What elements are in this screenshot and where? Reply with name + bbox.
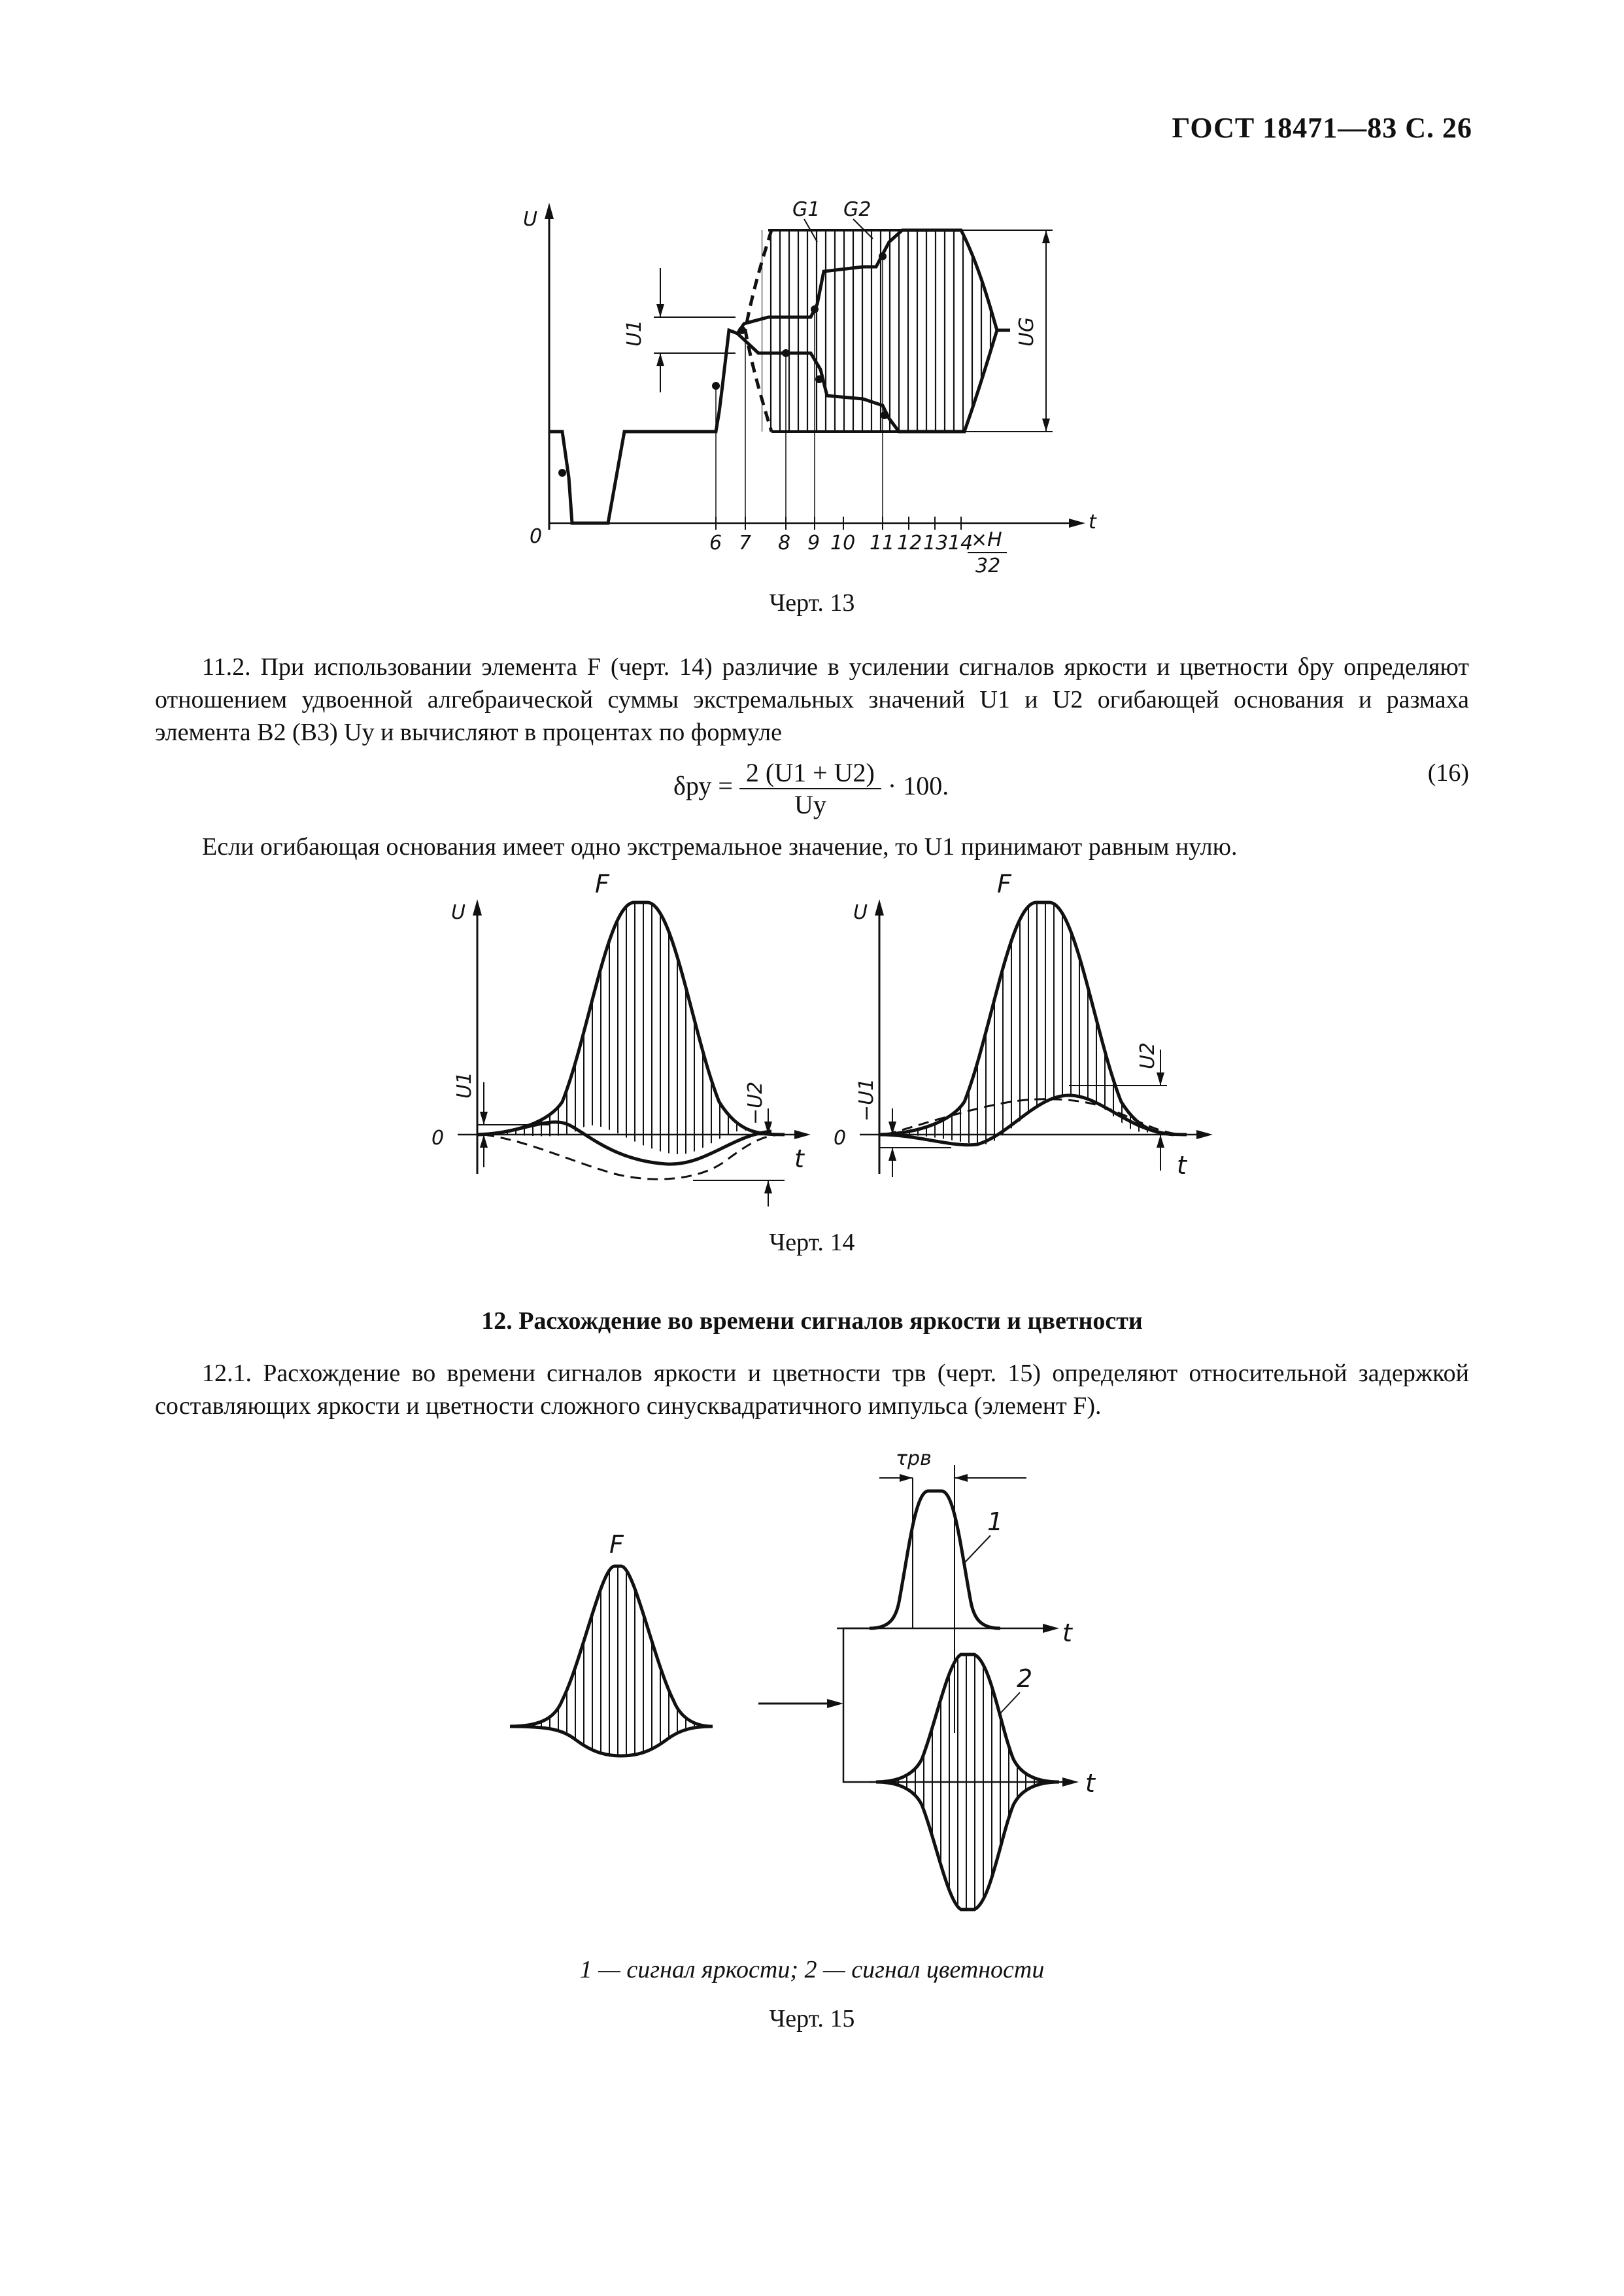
section-11-2-paragraph: 11.2. При использовании элемента F (черт. 14) различие в усилении сигналов яркости и цветности δру определяют отношением удвоенной алгебраической суммы экстремальных значений U1 и U2 огибающей основания и размаха элемента B2 (B3) Uу и вычисляют в процентах по формуле: [155, 653, 1469, 746]
axis-t-label: t: [1089, 511, 1096, 534]
fig15-legend: 1 — сигнал яркости; 2 — сигнал цветности: [579, 1956, 1045, 1983]
tick-11: 11: [870, 532, 895, 555]
origin-label: 0: [530, 525, 543, 548]
t-label-2: t: [1085, 1769, 1095, 1798]
tick-12: 12: [897, 532, 922, 555]
f-label-right: F: [997, 870, 1011, 899]
u2-label-left: −U2: [744, 1081, 767, 1125]
section-11-2-note: Если огибающая основания имеет одно экстремальное значение, то U1 принимают равным нулю.: [202, 833, 1238, 861]
fig13-caption: Черт. 13: [769, 589, 855, 617]
tick-6: 6: [709, 532, 722, 555]
f-label-fig15: F: [609, 1530, 624, 1559]
t-label-left: t: [794, 1144, 804, 1173]
section-12-heading: 12. Расхождение во времени сигналов яркости и цветности: [481, 1307, 1143, 1335]
t-label-right: t: [1177, 1151, 1187, 1180]
u1-label-right: −U1: [855, 1078, 878, 1122]
n2-label: 2: [1017, 1664, 1033, 1693]
figure-14-left: [418, 870, 824, 1213]
fig14-caption: Черт. 14: [769, 1229, 855, 1256]
tick-frac-num: ×H: [971, 528, 1002, 551]
formula-numerator: 2 (U1 + U2): [739, 757, 881, 789]
ug-label: UG: [1015, 317, 1038, 347]
formula-denominator: Uу: [794, 790, 826, 819]
u-label-left: U: [451, 901, 465, 924]
section-12-1-paragraph: 12.1. Расхождение во времени сигналов яркости и цветности τрв (черт. 15) определяют относительной задержкой составляющих яркости и цветности сложного синусквадратичного импульса (элемент F).: [155, 1360, 1469, 1420]
formula-fraction: [739, 757, 881, 820]
tick-14: 14: [948, 532, 973, 555]
tick-8: 8: [778, 532, 791, 555]
tick-10: 10: [830, 532, 856, 555]
n1-label: 1: [987, 1507, 1004, 1536]
page-header: ГОСТ 18471—83 С. 26: [1172, 112, 1472, 144]
f-label-left: F: [595, 870, 609, 899]
formula-right: · 100.: [887, 771, 949, 801]
axis-u-label: U: [523, 208, 537, 231]
t-label-1: t: [1062, 1619, 1072, 1647]
g2-label: G2: [843, 198, 871, 221]
u1-label: U1: [623, 319, 646, 347]
g2-hatch: [824, 230, 997, 432]
formula-left: δру =: [673, 771, 733, 801]
figure-13: [510, 190, 1138, 595]
u1-label-left: U1: [453, 1071, 476, 1099]
formula-number: (16): [1427, 759, 1469, 787]
tick-7: 7: [739, 532, 752, 555]
u2-label-right: U2: [1136, 1042, 1159, 1069]
fig15-caption: Черт. 15: [769, 2005, 855, 2032]
tick-13: 13: [923, 532, 949, 555]
g1-label: G1: [792, 198, 820, 221]
zero-label-right: 0: [834, 1127, 847, 1150]
figure-14-right: [820, 870, 1226, 1213]
tick-9: 9: [807, 532, 820, 555]
formula-16: [673, 757, 949, 820]
u-label-right: U: [853, 901, 868, 924]
zero-label-left: 0: [431, 1127, 445, 1150]
figure-15: [503, 1447, 1157, 1923]
tau-label: τрв: [896, 1447, 932, 1470]
tick-frac-den: 32: [975, 555, 1001, 577]
